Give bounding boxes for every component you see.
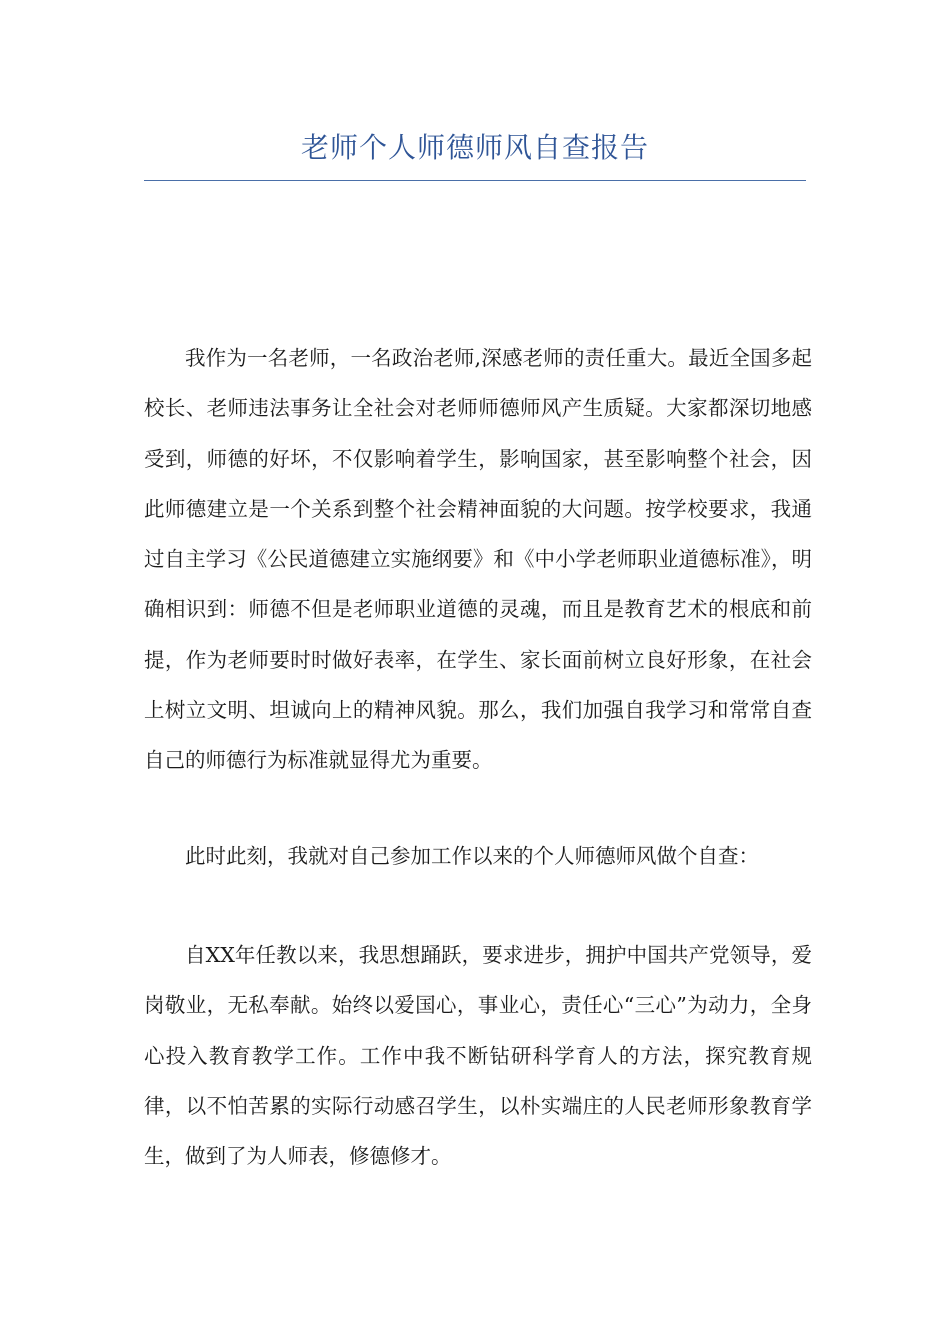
paragraph-intro: 我作为一名老师，一名政治老师,深感老师的责任重大。最近全国多起校长、老师违法事务让全社会对老师师德师风产生质疑。大家都深切地感受到，师德的好坏，不仅影响着学生，影响国家，甚至影响整个社会，因此师德建立是一个关系到整个社会精神面貌的大问题。按学校要求，我通过自主学习《公民道德建立实施纲要》和《中小学老师职业道德标准》，明确相识到：师德不但是老师职业道德的灵魂，而且是教育艺术的根底和前提，作为老师要时时做好表率，在学生、家长面前树立良好形象，在社会上树立文明、坦诚向上的精神风貌。那么，我们加强自我学习和常常自查自己的师德行为标准就显得尤为重要。 — [144, 346, 812, 773]
paragraph-self-check-lead: 此时此刻，我就对自己参加工作以来的个人师德师风做个自查： — [185, 844, 759, 868]
title-underline — [144, 180, 806, 181]
paragraph-work-record: 自XX年任教以来，我思想踊跃，要求进步，拥护中国共产党领导，爱岗敬业，无私奉献。始终以爱国心，事业心，责任心“三心”为动力，全身心投入教育教学工作。工作中我不断钻研科学育人的方法，探究教育规律，以不怕苦累的实际行动感召学生，以朴实端庄的人民老师形象教育学生，做到了为人师表，修德修才。 — [144, 943, 812, 1169]
document-title: 老师个人师德师风自查报告 — [300, 131, 649, 164]
